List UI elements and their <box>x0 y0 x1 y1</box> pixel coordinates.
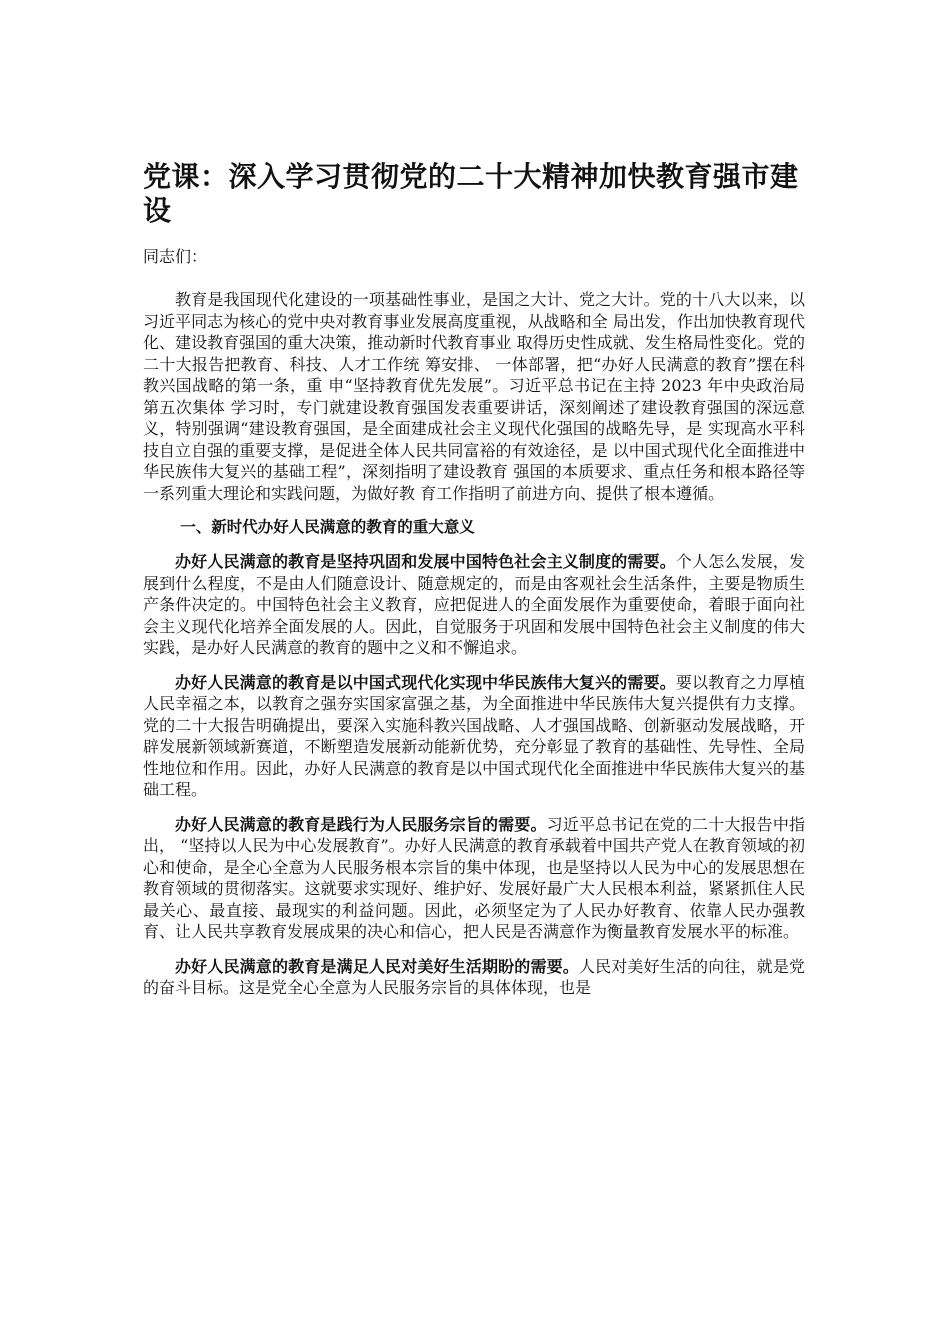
point-text: 人民对美好生活的向往，就是党的奋斗目标。这是党全心全意为人民服务宗旨的具体体现，也是 <box>143 956 805 997</box>
point-paragraph-2 <box>143 672 805 801</box>
point-paragraph-3 <box>143 814 805 943</box>
document-title: 党课：深入学习贯彻党的二十大精神加快教育强市建设 <box>143 160 799 227</box>
point-paragraph-1 <box>143 551 805 659</box>
point-text: 要以教育之力厚植人民幸福之本，以教育之强夯实国家富强之基，为全面推进中华民族伟大复兴提供有力支撑。党的二十大报告明确提出，要深入实施科教兴国战略、人才强国战略、创新驱动发展战略，开辟发展新领域新赛道，不断塑造发展新动能新优势，充分彰显了教育的基础性、先导性、全局性地位和作用。因此，办好人民满意的教育是以中国式现代化全面推进中华民族伟大复兴的基础工程。 <box>143 672 805 799</box>
intro-paragraph: 教育是我国现代化建设的一项基础性事业，是国之大计、党之大计。党的十八大以来，以习近平同志为核心的党中央对教育事业发展高度重视，从战略和全 局出发，作出加快教育现代化、建设教育强国的重大决策，推动新时代教育事业 取得历史性成就、发生格局性变化。党的二十大报告把教育、科技、人才工作统 筹安排、 一体部署，把“办好人民满意的教育”摆在科教兴国战略的第一条，重 申“坚持教育优先发展”。习近平总书记在主持 2023 年中央政治局第五次集体 学习时，专门就建设教育强国发表重要讲话，深刻阐述了建设教育强国的深远意 义，特别强调“建设教育强国，是全面建成社会主义现代化强国的战略先导，是 实现高水平科技自立自强的重要支撑，是促进全体人民共同富裕的有效途径，是 以中国式现代化全面推进中华民族伟大复兴的基础工程”，深刻指明了建设教育 强国的本质要求、重点任务和根本路径等一系列重大理论和实践问题，为做好教 育工作指明了前进方向、提供了根本遵循。 <box>143 290 805 503</box>
point-lead: 办好人民满意的教育是满足人民对美好生活期盼的需要。 <box>175 956 579 976</box>
point-lead: 办好人民满意的教育是以中国式现代化实现中华民族伟大复兴的需要。 <box>175 672 676 692</box>
point-lead: 办好人民满意的教育是坚持巩固和发展中国特色社会主义制度的需要。 <box>175 552 676 571</box>
document-body <box>143 160 805 999</box>
point-text: 个人怎么发展，发展到什么程度，不是由人们随意设计、随意规定的，而是由客观社会生活条件，主要是物质生产条件决定的。中国特色社会主义教育，应把促进人的全面发展作为重要使命，着眼于面向社会主义现代化培养全面发展的人。因此，自觉服务于巩固和发展中国特色社会主义制度的伟大实践，是办好人民满意的教育的题中之义和不懈追求。 <box>143 552 805 657</box>
point-lead: 办好人民满意的教育是践行为人民服务宗旨的需要。 <box>175 814 547 834</box>
point-paragraph-4 <box>143 956 805 999</box>
section-heading-1: 一、新时代办好人民满意的教育的重大意义 <box>180 518 475 536</box>
point-text: 习近平总书记在党的二十大报告中指出， “坚持以人民为中心发展教育”。办好人民满意的教育承载着中国共产党人在教育领域的初心和使命，是全心全意为人民服务根本宗旨的集中体现，也是坚持以人民为中心的发展思想在教育领域的贯彻落实。这就要求实现好、维护好、发展好最广大人民根本利益，紧紧抓住人民最关心、最直接、最现实的利益问题。因此，必须坚定为了人民办好教育、依靠人民办强教育、让人民共享教育发展成果的决心和信心，把人民是否满意作为衡量教育发展水平的标准。 <box>143 814 805 941</box>
salutation: 同志们： <box>143 247 208 266</box>
